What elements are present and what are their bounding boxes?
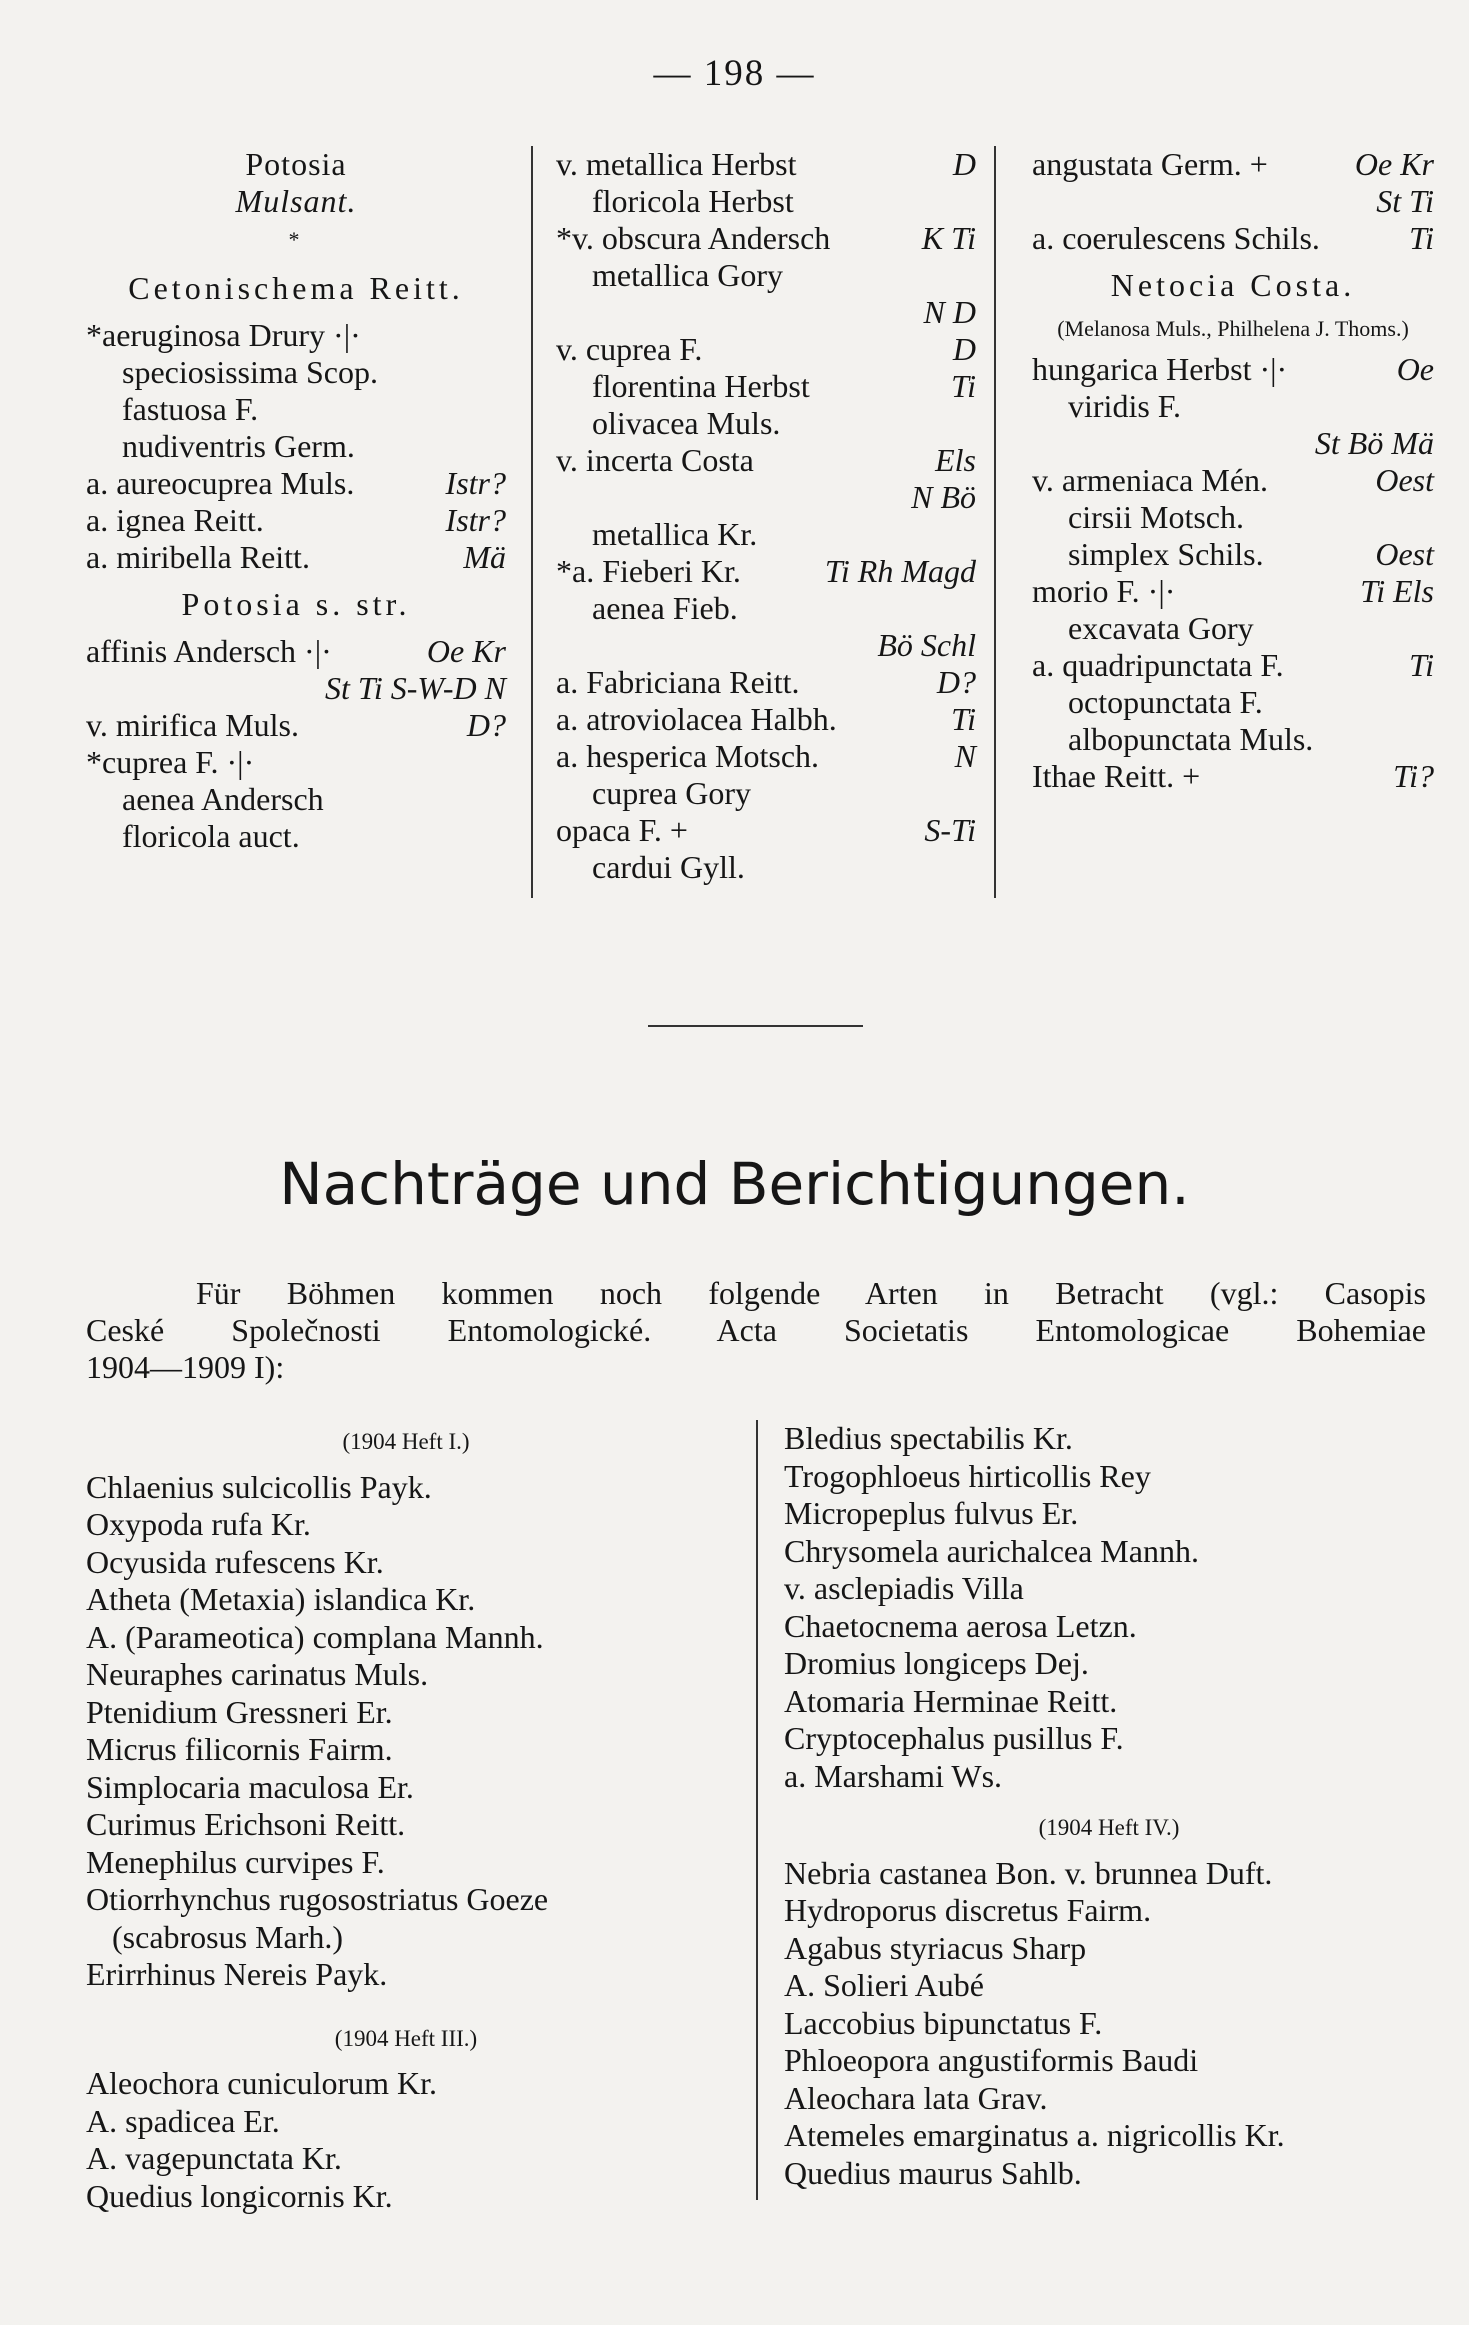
entry-name: metallica Kr. <box>592 516 758 552</box>
entry-name: Cetonischema Reitt. <box>128 270 464 306</box>
entry-name: *v. obscura Andersch <box>556 220 831 256</box>
list-item: Hydroporus discretus Fairm. <box>784 1892 1152 1928</box>
intro-line-1: Für Böhmen kommen noch folgende Arten in Betracht (vgl.: Casopis <box>196 1275 1426 1311</box>
entry-region: Ti <box>951 368 976 404</box>
entry-region: Ti <box>1409 220 1434 256</box>
entry-row <box>86 391 506 428</box>
entry-row <box>1032 220 1434 257</box>
entry-region: St Ti S-W-D N <box>324 670 506 706</box>
list-item: Oxypoda rufa Kr. <box>86 1506 311 1542</box>
entry-row <box>86 317 506 354</box>
entry-row <box>556 812 976 849</box>
entry-name: v. armeniaca Mén. <box>1032 462 1269 498</box>
entry-row <box>556 368 976 405</box>
entry-row <box>556 553 976 590</box>
list-item: v. asclepiadis Villa <box>784 1570 1024 1606</box>
list-item: Menephilus curvipes F. <box>86 1843 385 1880</box>
list-item: Bledius spectabilis Kr. <box>784 1420 1073 1456</box>
entry-row <box>556 183 976 220</box>
entry-row <box>1032 721 1434 758</box>
list-item: A. vagepunctata Kr. <box>86 2140 342 2176</box>
entry-name: aenea Andersch <box>122 781 324 817</box>
list-item: Chrysomela aurichalcea Mannh. <box>784 1532 1199 1569</box>
entry-name: metallica Gory <box>592 257 784 293</box>
column-divider-2 <box>994 146 996 898</box>
list-item: Quedius longicornis Kr. <box>86 2177 393 2214</box>
entry-region: St Bö Mä <box>1314 425 1434 461</box>
list-item: a. Marshami Ws. <box>784 1757 1003 1794</box>
entry-name: morio F. ·|· <box>1032 573 1176 609</box>
list-item: Otiorrhynchus rugosostriatus Goeze <box>86 1881 549 1917</box>
entry-row <box>86 633 506 670</box>
entry-name: a. Fabriciana Reitt. <box>556 664 800 700</box>
entry-row <box>86 465 506 502</box>
bottom-right-list <box>784 1420 1434 2192</box>
list-item: A. Solieri Aubé <box>784 1967 984 2003</box>
list-item: Micrus filicornis Fairm. <box>86 1731 393 1767</box>
entry-row <box>1032 183 1434 220</box>
entry-row <box>86 744 506 781</box>
entry-row <box>1032 758 1434 795</box>
intro-line-3: 1904—1909 I): <box>86 1349 285 1385</box>
entry-row <box>556 516 976 553</box>
entry-name: Ithae Reitt. + <box>1032 758 1201 794</box>
entry-row <box>86 818 506 855</box>
entry-name: v. cuprea F. <box>556 331 703 367</box>
list-item: Chaetocnema aerosa Letzn. <box>784 1607 1137 1644</box>
list-item: (scabrosus Marh.) <box>112 1918 344 1955</box>
entry-name: excavata Gory <box>1068 610 1254 646</box>
entry-row <box>556 775 976 812</box>
entry-row <box>556 146 976 183</box>
entry-row <box>1032 314 1434 351</box>
entry-region: N D <box>923 294 976 330</box>
entry-row <box>556 331 976 368</box>
column-1 <box>86 146 506 855</box>
entry-name: affinis Andersch ·|· <box>86 633 332 669</box>
list-item: Micropeplus fulvus Er. <box>784 1495 1079 1531</box>
entry-region: Oe Kr <box>426 633 506 669</box>
entry-row <box>556 220 976 257</box>
entry-name: albopunctata Muls. <box>1068 721 1314 757</box>
entry-row <box>86 707 506 744</box>
entry-row <box>556 701 976 738</box>
genus-author: Mulsant. <box>235 183 357 219</box>
list-item: Agabus styriacus Sharp <box>784 1929 1087 1966</box>
list-item: Cryptocephalus pusillus F. <box>784 1720 1124 1756</box>
list-item: Phloeopora angustiformis Baudi <box>784 2042 1199 2078</box>
entry-name: Netocia Costa. <box>1110 267 1356 303</box>
entry-name: v. incerta Costa <box>556 442 754 478</box>
entry-row <box>1032 351 1434 388</box>
entry-row <box>1032 647 1434 684</box>
page-number: — 198 — <box>653 53 816 94</box>
entry-row <box>556 479 976 516</box>
entry-region: Mä <box>463 539 506 575</box>
column-divider-1 <box>531 146 533 898</box>
entry-name: *cuprea F. ·|· <box>86 744 255 780</box>
entry-region: Oe Kr <box>1354 146 1434 182</box>
entry-region: Ti <box>951 701 976 737</box>
entry-row <box>86 670 506 707</box>
entry-name: (Melanosa Muls., Philhelena J. Thoms.) <box>1057 316 1409 341</box>
section-title: Nachträge und Berichtigungen. <box>279 1150 1190 1218</box>
entry-region: Istr? <box>445 502 506 538</box>
list-item: Atomaria Herminae Reitt. <box>784 1682 1118 1719</box>
entry-region: N <box>954 738 976 774</box>
entry-name: cuprea Gory <box>592 775 752 811</box>
list-item: Neuraphes carinatus Muls. <box>86 1656 429 1692</box>
list-item: Trogophloeus hirticollis Rey <box>784 1457 1151 1494</box>
entry-row <box>556 405 976 442</box>
entry-region: Ti? <box>1393 758 1434 794</box>
entry-name: fastuosa F. <box>122 391 259 427</box>
entry-region: D? <box>936 664 976 700</box>
entry-region: Ti <box>1409 647 1434 683</box>
list-item: Aleochora cuniculorum Kr. <box>86 2065 437 2101</box>
heft-1-heading: (1904 Heft I.) <box>342 1429 470 1454</box>
intro-paragraph <box>86 1275 1426 1386</box>
list-item: Laccobius bipunctatus F. <box>784 2004 1103 2041</box>
intro-line-2: Ceské Společnosti Entomologické. Acta Societatis Entomologicae Bohemiae <box>86 1312 1426 1348</box>
section-rule <box>648 1025 863 1027</box>
entry-region: S-Ti <box>924 812 976 848</box>
entry-row <box>1032 388 1434 425</box>
entry-name: angustata Germ. + <box>1032 146 1268 182</box>
entry-name: a. aureocuprea Muls. <box>86 465 355 501</box>
list-item: Quedius maurus Sahlb. <box>784 2154 1082 2191</box>
entry-row <box>556 664 976 701</box>
entry-name: v. mirifica Muls. <box>86 707 299 743</box>
entry-region: Ti Rh Magd <box>824 553 976 589</box>
entry-region: Els <box>935 442 976 478</box>
entry-name: simplex Schils. <box>1068 536 1264 572</box>
entry-row <box>556 257 976 294</box>
entry-region: Ti Els <box>1360 573 1434 609</box>
entry-name: hungarica Herbst ·|· <box>1032 351 1288 387</box>
entry-row <box>1032 499 1434 536</box>
entry-row <box>1032 573 1434 610</box>
heft-4-heading: (1904 Heft IV.) <box>1038 1815 1180 1840</box>
list-item: Curimus Erichsoni Reitt. <box>86 1806 406 1842</box>
list-item: Ocyusida rufescens Kr. <box>86 1543 384 1580</box>
entry-row <box>556 294 976 331</box>
entry-name: speciosissima Scop. <box>122 354 378 390</box>
entry-region: Oest <box>1375 462 1434 498</box>
entry-name: a. hesperica Motsch. <box>556 738 820 774</box>
genus-heading: Potosia <box>245 146 347 182</box>
entry-row <box>556 590 976 627</box>
list-item: Nebria castanea Bon. v. brunnea Duft. <box>784 1854 1273 1891</box>
entry-row <box>86 354 506 391</box>
list-item: Dromius longiceps Dej. <box>784 1645 1089 1681</box>
entry-name: floricola auct. <box>122 818 300 854</box>
entry-row <box>556 627 976 664</box>
entry-name: v. metallica Herbst <box>556 146 797 182</box>
entry-row <box>1032 462 1434 499</box>
column-divider-3 <box>756 1420 758 2200</box>
entry-name: a. miribella Reitt. <box>86 539 310 575</box>
entry-row <box>86 270 506 307</box>
list-item: Erirrhinus Nereis Payk. <box>86 1956 388 1992</box>
asterisk-marker: * <box>288 227 304 252</box>
list-item: Atheta (Metaxia) islandica Kr. <box>86 1581 476 1617</box>
list-item: Ptenidium Gressneri Er. <box>86 1693 393 1730</box>
list-item: Atemeles emarginatus a. nigricollis Kr. <box>784 2117 1285 2153</box>
entry-region: K Ti <box>921 220 976 256</box>
entry-name: Potosia s. str. <box>181 586 411 622</box>
entry-region: Istr? <box>445 465 506 501</box>
entry-row <box>86 781 506 818</box>
entry-name: octopunctata F. <box>1068 684 1263 720</box>
entry-name: *a. Fieberi Kr. <box>556 553 741 589</box>
entry-name: a. ignea Reitt. <box>86 502 264 538</box>
entry-row <box>86 586 506 623</box>
entry-name: nudiventris Germ. <box>122 428 355 464</box>
entry-name: viridis F. <box>1068 388 1182 424</box>
entry-name: florentina Herbst <box>592 368 810 404</box>
entry-region: St Ti <box>1376 183 1434 219</box>
column-2 <box>556 146 976 886</box>
entry-row <box>556 849 976 886</box>
entry-region: Oe <box>1396 351 1434 387</box>
entry-region: Bö Schl <box>877 627 976 663</box>
entry-name: *aeruginosa Drury ·|· <box>86 317 361 353</box>
entry-row <box>1032 536 1434 573</box>
list-item: Chlaenius sulcicollis Payk. <box>86 1468 432 1505</box>
entry-name: a. quadripunctata F. <box>1032 647 1284 683</box>
entry-name: a. atroviolacea Halbh. <box>556 701 837 737</box>
heft-3-heading: (1904 Heft III.) <box>334 2025 478 2051</box>
list-item: A. (Parameotica) complana Mannh. <box>86 1618 544 1655</box>
entry-row <box>1032 425 1434 462</box>
entry-row <box>1032 684 1434 721</box>
list-item: Simplocaria maculosa Er. <box>86 1768 414 1805</box>
entry-row <box>86 539 506 576</box>
entry-row <box>556 442 976 479</box>
entry-name: cirsii Motsch. <box>1068 499 1244 535</box>
entry-row <box>86 502 506 539</box>
entry-region: Oest <box>1375 536 1434 572</box>
entry-name: aenea Fieb. <box>592 590 738 626</box>
entry-name: cardui Gyll. <box>592 849 745 885</box>
list-item: A. spadicea Er. <box>86 2102 280 2139</box>
entry-row <box>556 738 976 775</box>
column-3 <box>1032 146 1434 795</box>
entry-region: N Bö <box>911 479 976 515</box>
entry-row <box>1032 610 1434 647</box>
entry-name: olivacea Muls. <box>592 405 781 441</box>
bottom-left-list <box>86 1415 726 2215</box>
entry-name: opaca F. + <box>556 812 688 848</box>
entry-region: D? <box>466 707 506 743</box>
entry-region: D <box>952 331 976 367</box>
entry-name: floricola Herbst <box>592 183 794 219</box>
entry-region: D <box>952 146 976 182</box>
entry-row <box>1032 267 1434 304</box>
list-item: Aleochara lata Grav. <box>784 2079 1048 2116</box>
entry-name: a. coerulescens Schils. <box>1032 220 1320 256</box>
entry-row <box>1032 146 1434 183</box>
entry-row <box>86 428 506 465</box>
